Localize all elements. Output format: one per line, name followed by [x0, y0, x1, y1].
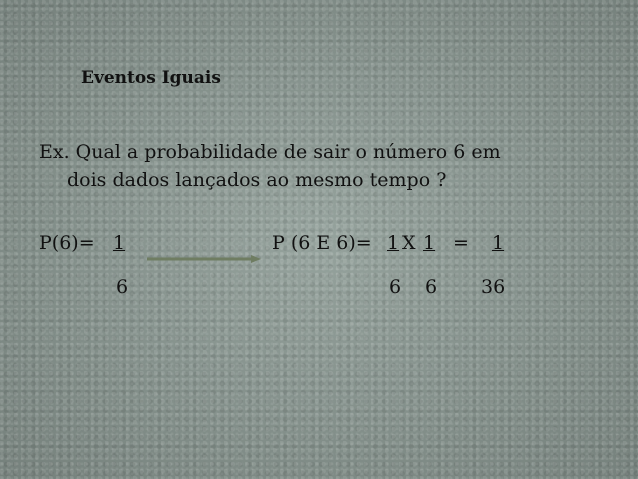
question-line-1: Ex. Qual a probabilidade de sair o número 6 em	[39, 141, 501, 163]
single-prob-label: P(6)=	[39, 232, 95, 254]
result-numerator: 1	[492, 232, 505, 254]
combined-denominator-1: 6	[389, 276, 402, 298]
equals-sign: =	[453, 232, 469, 254]
result-denominator: 36	[481, 276, 506, 298]
arrow-right-icon	[145, 253, 263, 265]
single-prob-denominator: 6	[116, 276, 129, 298]
multiply-sign: X	[402, 232, 416, 254]
single-prob-numerator: 1	[113, 232, 126, 254]
combined-denominator-2: 6	[425, 276, 438, 298]
combined-numerator-1: 1	[387, 232, 400, 254]
slide-title: Eventos Iguais	[81, 68, 221, 88]
question-line-2: dois dados lançados ao mesmo tempo ?	[67, 169, 447, 191]
combined-numerator-2: 1	[423, 232, 436, 254]
combined-prob-label: P (6 E 6)=	[272, 232, 372, 254]
